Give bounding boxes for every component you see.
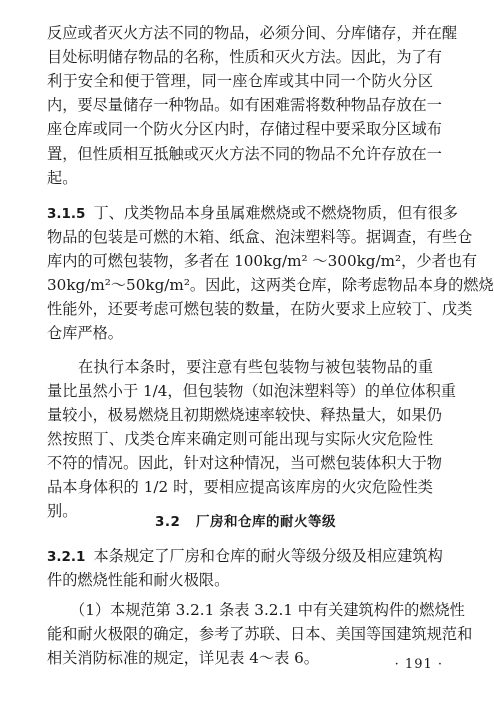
body-text-line: 30kg/m²～50kg/m²。因此，这两类仓库，除考虑物品本身的燃烧 [47,276,494,294]
body-text-line: 然按照丁、戊类仓库来确定则可能出现与实际火灾危险性 [47,430,433,448]
body-text-line: 起。 [47,169,78,187]
body-text-line: 在执行本条时，要注意有些包装物与被包装物品的重 [78,358,433,376]
page-number: · 191 · [394,657,443,672]
body-text-line: 能和耐火极限的确定，参考了苏联、日本、美国等国建筑规范和 [47,625,473,643]
section-heading [0,511,491,533]
body-text-line: 内，要尽量储存一种物品。如有困难需将数种物品存放在一 [47,96,442,114]
body-text-line: 品本身体积的 1/2 时，要相应提高该库房的火灾危险性类 [47,478,433,496]
body-text-line: 不符的情况。因此，针对这种情况，当可燃包装体积大于物 [47,454,442,472]
body-text-line: 置，但性质相互抵触或灭火方法不同的物品不允许存放在一 [47,145,442,163]
body-text-line: 座仓库或同一个防火分区内时，存储过程中要采取分区域布 [47,120,442,138]
body-text-line: 库内的可燃包装物，多者在 100kg/m² ～300kg/m²，少者也有 [47,252,478,270]
clause-text: 丁、戊类物品本身虽属难燃烧或不燃烧物质，但有很多 [93,204,458,222]
body-text-line: 性能外，还要考虑可燃包装的数量，在防火要求上应较丁、戊类 [47,300,473,318]
body-text-line: 量比虽然小于 1/4，但包装物（如泡沫塑料等）的单位体积重 [47,382,456,400]
body-text-line: 仓库严格。 [47,324,123,342]
clause-number: 3.1.5 [47,206,86,222]
section-title: 厂房和仓库的耐火等级 [196,514,337,530]
body-text-line: 别。 [47,502,78,520]
body-text-line: 物品的包装是可燃的木箱、纸盒、泡沫塑料等。据调查，有些仓 [47,228,473,246]
body-text-line: （1）本规范第 3.2.1 条表 3.2.1 中有关建筑构件的燃烧性 [70,601,465,619]
body-text-line: 量较小，极易燃烧且初期燃烧速率较快、释热量大，如果仍 [47,406,442,424]
section-number: 3.2 [154,514,181,530]
clause-number: 3.2.1 [47,549,86,565]
clause-text: 本条规定了厂房和仓库的耐火等级分级及相应建筑构 [93,547,443,565]
clause-3-2-1-first-line [47,544,443,568]
body-text-line: 反应或者灭火方法不同的物品，必须分间、分库储存，并在醒 [47,24,458,42]
body-text-line: 目处标明储存物品的名称，性质和灭火方法。因此，为了有 [47,48,442,66]
body-text-line: 件的燃烧性能和耐火极限。 [47,571,230,589]
body-text-line: 相关消防标准的规定，详见表 4～表 6。 [47,649,319,667]
clause-3-1-5-first-line [47,201,458,225]
body-text-line: 利于安全和便于管理，同一座仓库或其中同一个防火分区 [47,72,433,90]
